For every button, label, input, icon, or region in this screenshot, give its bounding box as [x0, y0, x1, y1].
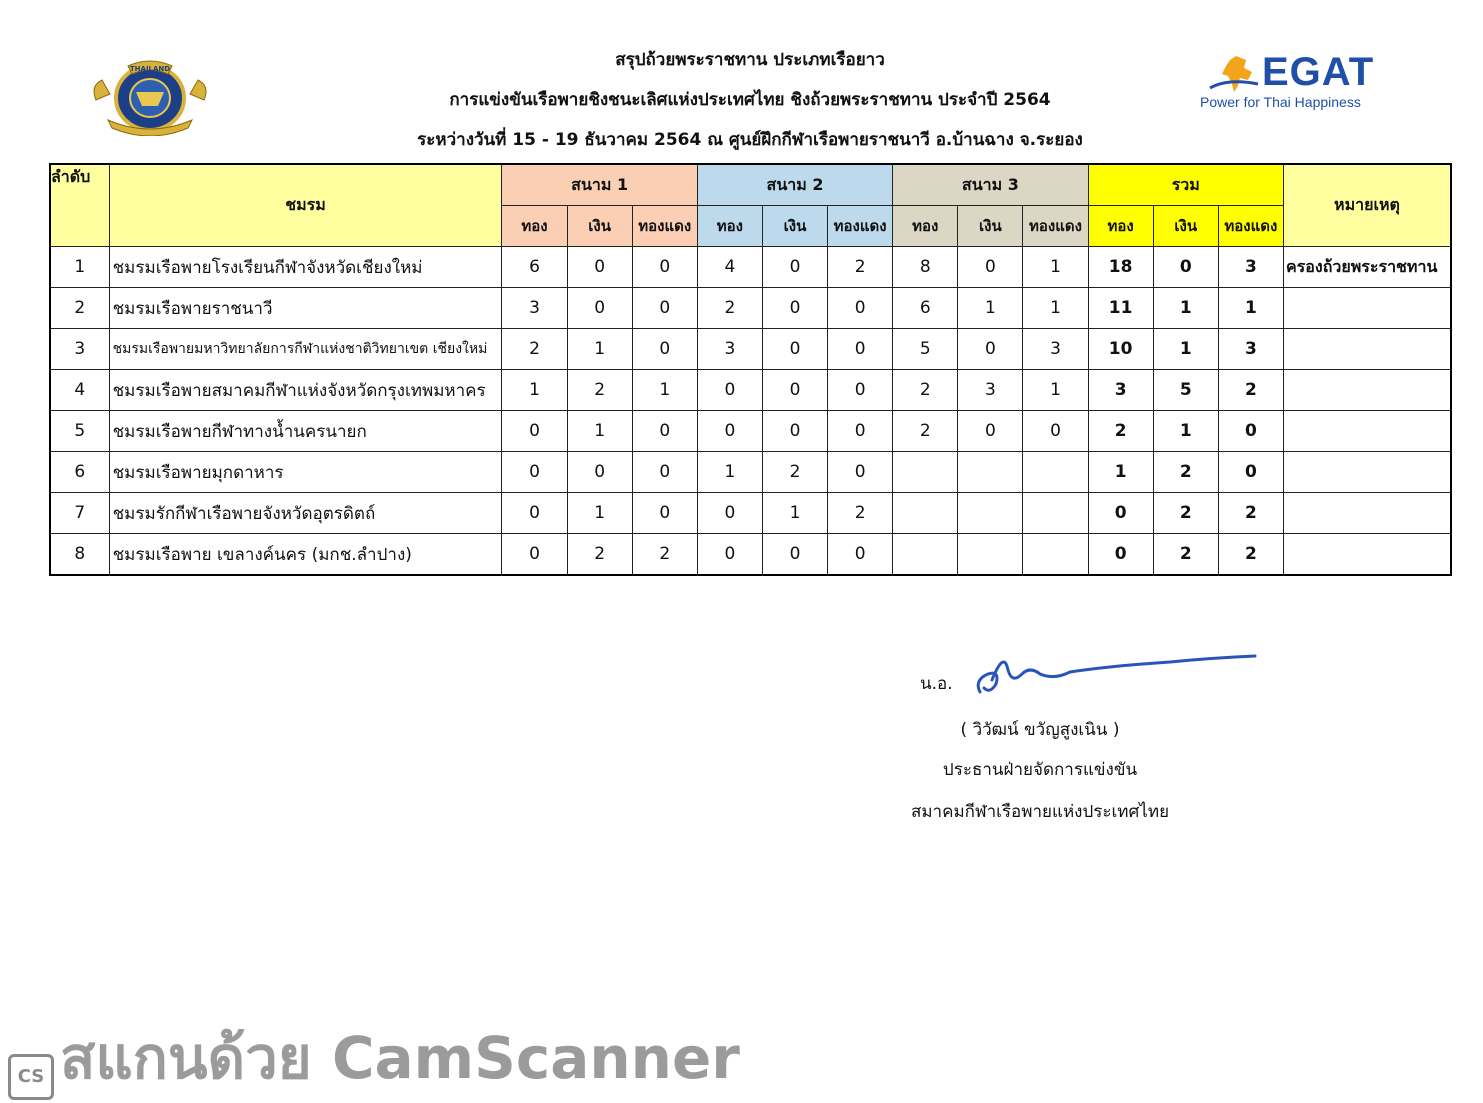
rank-cell: 2: [50, 288, 109, 329]
f1-silver-cell: 1: [567, 411, 632, 452]
f1-gold-cell: 0: [502, 411, 567, 452]
f2-gold-cell: 3: [697, 329, 762, 370]
total-bronze: ทองแดง: [1218, 206, 1283, 247]
table-row: [50, 288, 1451, 329]
header-rank: ลำดับ: [50, 164, 109, 247]
egat-logo: [1196, 50, 1438, 116]
total-bronze-cell: 2: [1218, 493, 1283, 534]
f3-bronze-cell: 1: [1023, 370, 1088, 411]
title-line-1: สรุปถ้วยพระราชทาน ประเภทเรือยาว: [615, 50, 885, 70]
header-field-1: สนาม 1: [502, 164, 697, 206]
f3-gold-cell: [893, 534, 958, 576]
f3-silver-cell: [958, 493, 1023, 534]
f2-gold-cell: 0: [697, 411, 762, 452]
f1-silver-cell: 0: [567, 247, 632, 288]
club-cell: ชมรมเรือพายมหาวิทยาลัยการกีฬาแห่งชาติวิทยาเขต เชียงใหม่: [109, 329, 502, 370]
f3-silver-cell: 0: [958, 247, 1023, 288]
rank-cell: 7: [50, 493, 109, 534]
field-3-bronze: ทองแดง: [1023, 206, 1088, 247]
header-club: ชมรม: [109, 164, 502, 247]
f1-gold-cell: 1: [502, 370, 567, 411]
f1-bronze-cell: 0: [632, 247, 697, 288]
f2-silver-cell: 0: [762, 288, 827, 329]
thai-map-icon: [1208, 54, 1262, 94]
f2-bronze-cell: 0: [828, 370, 893, 411]
f3-silver-cell: 0: [958, 329, 1023, 370]
medal-summary-table: [49, 163, 1452, 576]
table-row: [50, 247, 1451, 288]
f1-bronze-cell: 0: [632, 329, 697, 370]
total-gold-cell: 0: [1088, 493, 1153, 534]
f3-gold-cell: 2: [893, 370, 958, 411]
table-row: [50, 534, 1451, 576]
rank-cell: 4: [50, 370, 109, 411]
f3-gold-cell: 6: [893, 288, 958, 329]
f1-gold-cell: 0: [502, 452, 567, 493]
f2-silver-cell: 0: [762, 247, 827, 288]
club-cell: ชมรมรักกีฬาเรือพายจังหวัดอุตรดิตถ์: [109, 493, 502, 534]
rank-cell: 3: [50, 329, 109, 370]
total-bronze-cell: 3: [1218, 247, 1283, 288]
f1-bronze-cell: 0: [632, 288, 697, 329]
total-silver: เงิน: [1153, 206, 1218, 247]
f2-silver-cell: 0: [762, 329, 827, 370]
total-gold-cell: 10: [1088, 329, 1153, 370]
remark-cell: [1283, 288, 1451, 329]
f1-silver-cell: 0: [567, 288, 632, 329]
table-row: [50, 452, 1451, 493]
f3-bronze-cell: 1: [1023, 288, 1088, 329]
total-silver-cell: 0: [1153, 247, 1218, 288]
f2-gold-cell: 4: [697, 247, 762, 288]
f2-gold-cell: 1: [697, 452, 762, 493]
f1-silver-cell: 2: [567, 534, 632, 576]
f1-bronze-cell: 0: [632, 411, 697, 452]
remark-cell: [1283, 370, 1451, 411]
f3-silver-cell: 0: [958, 411, 1023, 452]
f1-gold-cell: 0: [502, 493, 567, 534]
document-header: [300, 46, 1200, 166]
f3-bronze-cell: 3: [1023, 329, 1088, 370]
remark-cell: [1283, 452, 1451, 493]
title-line-2: การแข่งขันเรือพายชิงชนะเลิศแห่งประเทศไทย ชิงถ้วยพระราชทาน ประจำปี 2564: [449, 90, 1051, 110]
total-silver-cell: 2: [1153, 493, 1218, 534]
f1-bronze-cell: 2: [632, 534, 697, 576]
f3-silver-cell: [958, 534, 1023, 576]
association-logo: [88, 56, 212, 136]
total-silver-cell: 1: [1153, 411, 1218, 452]
remark-cell: [1283, 411, 1451, 452]
f2-bronze-cell: 0: [828, 288, 893, 329]
rank-cell: 5: [50, 411, 109, 452]
f1-silver-cell: 1: [567, 493, 632, 534]
f1-silver-cell: 0: [567, 452, 632, 493]
f3-gold-cell: [893, 452, 958, 493]
f3-bronze-cell: [1023, 534, 1088, 576]
total-silver-cell: 1: [1153, 329, 1218, 370]
total-silver-cell: 5: [1153, 370, 1218, 411]
f2-bronze-cell: 0: [828, 411, 893, 452]
club-cell: ชมรมเรือพายราชนาวี: [109, 288, 502, 329]
f3-bronze-cell: [1023, 452, 1088, 493]
club-cell: ชมรมเรือพายกีฬาทางน้ำนครนายก: [109, 411, 502, 452]
f3-bronze-cell: 0: [1023, 411, 1088, 452]
f1-bronze-cell: 1: [632, 370, 697, 411]
signer-rank: น.อ.: [920, 674, 953, 694]
table-row: [50, 370, 1451, 411]
f3-silver-cell: 3: [958, 370, 1023, 411]
remark-cell: [1283, 329, 1451, 370]
header-field-3: สนาม 3: [893, 164, 1088, 206]
field-3-silver: เงิน: [958, 206, 1023, 247]
total-bronze-cell: 2: [1218, 370, 1283, 411]
scanner-watermark: [6, 1026, 746, 1096]
f2-bronze-cell: 0: [828, 534, 893, 576]
total-bronze-cell: 0: [1218, 452, 1283, 493]
signer-name: ( วิวัฒน์ ขวัญสูงเนิน ): [960, 720, 1120, 740]
club-cell: ชมรมเรือพาย เขลางค์นคร (มกช.ลำปาง): [109, 534, 502, 576]
field-3-gold: ทอง: [893, 206, 958, 247]
f1-silver-cell: 2: [567, 370, 632, 411]
table-row: [50, 329, 1451, 370]
signature-block: [890, 640, 1310, 830]
header-field-2: สนาม 2: [697, 164, 892, 206]
total-gold-cell: 3: [1088, 370, 1153, 411]
f2-silver-cell: 0: [762, 534, 827, 576]
field-2-silver: เงิน: [762, 206, 827, 247]
rank-cell: 8: [50, 534, 109, 576]
total-bronze-cell: 0: [1218, 411, 1283, 452]
field-1-silver: เงิน: [567, 206, 632, 247]
total-gold: ทอง: [1088, 206, 1153, 247]
remark-cell: [1283, 534, 1451, 576]
f2-gold-cell: 2: [697, 288, 762, 329]
total-gold-cell: 0: [1088, 534, 1153, 576]
svg-text:THAILAND: THAILAND: [129, 65, 171, 73]
f3-bronze-cell: [1023, 493, 1088, 534]
f1-gold-cell: 0: [502, 534, 567, 576]
f2-gold-cell: 0: [697, 493, 762, 534]
total-gold-cell: 18: [1088, 247, 1153, 288]
f3-gold-cell: [893, 493, 958, 534]
rank-cell: 1: [50, 247, 109, 288]
f2-silver-cell: 0: [762, 370, 827, 411]
f3-gold-cell: 2: [893, 411, 958, 452]
f1-gold-cell: 2: [502, 329, 567, 370]
total-bronze-cell: 3: [1218, 329, 1283, 370]
egat-wordmark: EGAT: [1262, 50, 1375, 94]
f1-silver-cell: 1: [567, 329, 632, 370]
remark-cell: ครองถ้วยพระราชทาน: [1283, 247, 1451, 288]
f3-bronze-cell: 1: [1023, 247, 1088, 288]
watermark-text: สแกนด้วย CamScanner: [60, 1024, 740, 1092]
f3-silver-cell: 1: [958, 288, 1023, 329]
field-2-bronze: ทองแดง: [828, 206, 893, 247]
club-cell: ชมรมเรือพายสมาคมกีฬาแห่งจังหวัดกรุงเทพมหาคร: [109, 370, 502, 411]
title-line-3: ระหว่างวันที่ 15 - 19 ธันวาคม 2564 ณ ศูนย์ฝึกกีฬาเรือพายราชนาวี อ.บ้านฉาง จ.ระยอง: [417, 130, 1083, 150]
f1-bronze-cell: 0: [632, 493, 697, 534]
total-gold-cell: 2: [1088, 411, 1153, 452]
f2-bronze-cell: 2: [828, 247, 893, 288]
table-row: [50, 411, 1451, 452]
total-bronze-cell: 2: [1218, 534, 1283, 576]
total-gold-cell: 1: [1088, 452, 1153, 493]
total-silver-cell: 1: [1153, 288, 1218, 329]
field-1-bronze: ทองแดง: [632, 206, 697, 247]
header-remark: หมายเหตุ: [1283, 164, 1451, 247]
header-total: รวม: [1088, 164, 1283, 206]
f1-gold-cell: 3: [502, 288, 567, 329]
f2-bronze-cell: 0: [828, 329, 893, 370]
rank-cell: 6: [50, 452, 109, 493]
camscanner-icon: CS: [8, 1054, 54, 1100]
f3-gold-cell: 8: [893, 247, 958, 288]
field-2-gold: ทอง: [697, 206, 762, 247]
egat-tagline: Power for Thai Happiness: [1200, 94, 1361, 110]
f1-gold-cell: 6: [502, 247, 567, 288]
association-seal-icon: [88, 56, 212, 136]
total-bronze-cell: 1: [1218, 288, 1283, 329]
f2-silver-cell: 2: [762, 452, 827, 493]
f2-bronze-cell: 0: [828, 452, 893, 493]
f3-gold-cell: 5: [893, 329, 958, 370]
f3-silver-cell: [958, 452, 1023, 493]
club-cell: ชมรมเรือพายโรงเรียนกีฬาจังหวัดเชียงใหม่: [109, 247, 502, 288]
f2-silver-cell: 0: [762, 411, 827, 452]
total-gold-cell: 11: [1088, 288, 1153, 329]
total-silver-cell: 2: [1153, 452, 1218, 493]
f2-silver-cell: 1: [762, 493, 827, 534]
club-cell: ชมรมเรือพายมุกดาหาร: [109, 452, 502, 493]
f2-gold-cell: 0: [697, 370, 762, 411]
f2-bronze-cell: 2: [828, 493, 893, 534]
f1-bronze-cell: 0: [632, 452, 697, 493]
handwritten-signature-icon: [970, 640, 1260, 700]
signer-position: ประธานฝ่ายจัดการแข่งขัน: [942, 760, 1138, 780]
signer-organization: สมาคมกีฬาเรือพายแห่งประเทศไทย: [910, 802, 1170, 822]
field-1-gold: ทอง: [502, 206, 567, 247]
f2-gold-cell: 0: [697, 534, 762, 576]
table-row: [50, 493, 1451, 534]
total-silver-cell: 2: [1153, 534, 1218, 576]
remark-cell: [1283, 493, 1451, 534]
